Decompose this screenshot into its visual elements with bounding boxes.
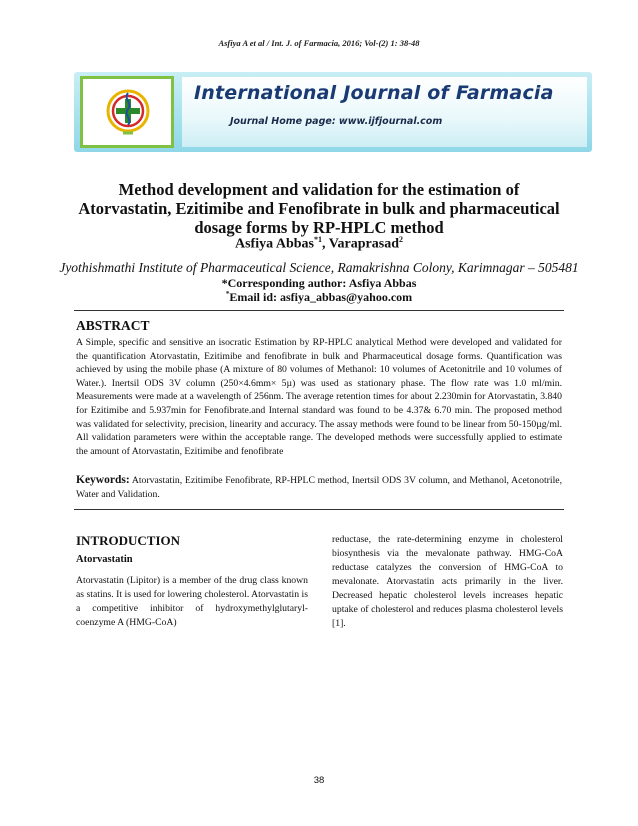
author-affiliation-mark: 2 bbox=[399, 235, 403, 244]
affiliation: Jyothishmathi Institute of Pharmaceutical Science, Ramakrishna Colony, Karimnagar – 505481 bbox=[59, 260, 579, 275]
intro-left-column: Atorvastatin (Lipitor) is a member of the drug class known as statins. It is used for lowering cholesterol. Atorvastatin is a competitive inhibitor of hydroxymethylglutaryl-coenzyme A (HMG-CoA) bbox=[76, 575, 308, 628]
email-text[interactable]: Email id: asfiya_abbas@yahoo.com bbox=[229, 290, 413, 304]
running-head: Asfiya A et al / Int. J. of Farmacia, 2016; Vol-(2) 1: 38-48 bbox=[218, 38, 420, 48]
author-name: Asfiya Abbas bbox=[235, 236, 314, 252]
journal-banner bbox=[74, 72, 592, 152]
email-line bbox=[0, 290, 638, 305]
journal-title: International Journal of Farmacia bbox=[194, 82, 554, 104]
abstract-body: A Simple, specific and sensitive an isocratic Estimation by RP-HPLC analytical Method were developed and validated for the quantification Atorvastatin, Ezitimibe and fenofibrate in bulk and Pharmaceutical dosage forms. Quantification was achieved by using the mobile phase (A mixture of 80 volumes of Methanol: 10 volumes of Acetonitrile and 10 volumes of Water.). Inertsil ODS 3V column (250×4.6mm× 5µ) was used as stationary phase. The flow rate was 1.0 ml/min. Measurements were made at a wavelength of 256nm. The average retention times for about 2.230min for Atorvastatin, 3.840 for Ezitimibe and 5.937min for Fenofibrate.and Internal standard was found to be 4.37& 6.70 min. The proposed method was validated for selectivity, precision, linearity and accuracy. The assay methods were found to be linear from 50-150µg/ml. All validation parameters were within the acceptable range. The developed methods were successfully applied to estimate the amount of Atorvastatin, Ezitimibe and fenofibrate bbox=[76, 337, 562, 457]
author-separator: , bbox=[321, 236, 329, 252]
authors-line bbox=[0, 235, 638, 253]
corresponding-author: *Corresponding author: Asfiya Abbas bbox=[221, 276, 417, 290]
journal-home-page[interactable]: Journal Home page: www.ijfjournal.com bbox=[230, 116, 443, 127]
section-divider bbox=[74, 310, 564, 311]
keywords bbox=[76, 474, 562, 501]
section-divider bbox=[74, 509, 564, 510]
page-number: 38 bbox=[313, 775, 325, 786]
introduction-heading: INTRODUCTION bbox=[76, 533, 181, 548]
intro-right-column: reductase, the rate-determining enzyme in cholesterol biosynthesis via the mevalonate pathway. HMG-CoA reductase catalyzes the conversion of HMG-CoA to mevalonate. Atorvastatin acts primarily in the liver. Decreased hepatic cholesterol levels increases hepatic uptake of cholesterol and reduces plasma cholesterol levels [1]. bbox=[332, 534, 563, 629]
abstract-heading: ABSTRACT bbox=[76, 318, 150, 333]
keywords-list: Atorvastatin, Ezitimibe Fenofibrate, RP-HPLC method, Inertsil ODS 3V column, and Methanol, Acetonotrile, Water and Validation. bbox=[76, 475, 562, 500]
author-affiliation-mark: *1 bbox=[313, 235, 322, 244]
email-mark: * bbox=[225, 290, 230, 298]
journal-logo bbox=[80, 76, 174, 148]
paper-title: Method development and validation for the estimation of Atorvastatin, Ezitimibe and Fenofibrate in bulk and pharmaceutical dosage forms by RP-HPLC method bbox=[78, 180, 560, 237]
atorvastatin-subheading: Atorvastatin bbox=[76, 554, 133, 565]
author-name: Varaprasad bbox=[328, 236, 399, 252]
keywords-label: Keywords: bbox=[76, 474, 130, 486]
caduceus-logo-icon bbox=[105, 85, 151, 141]
